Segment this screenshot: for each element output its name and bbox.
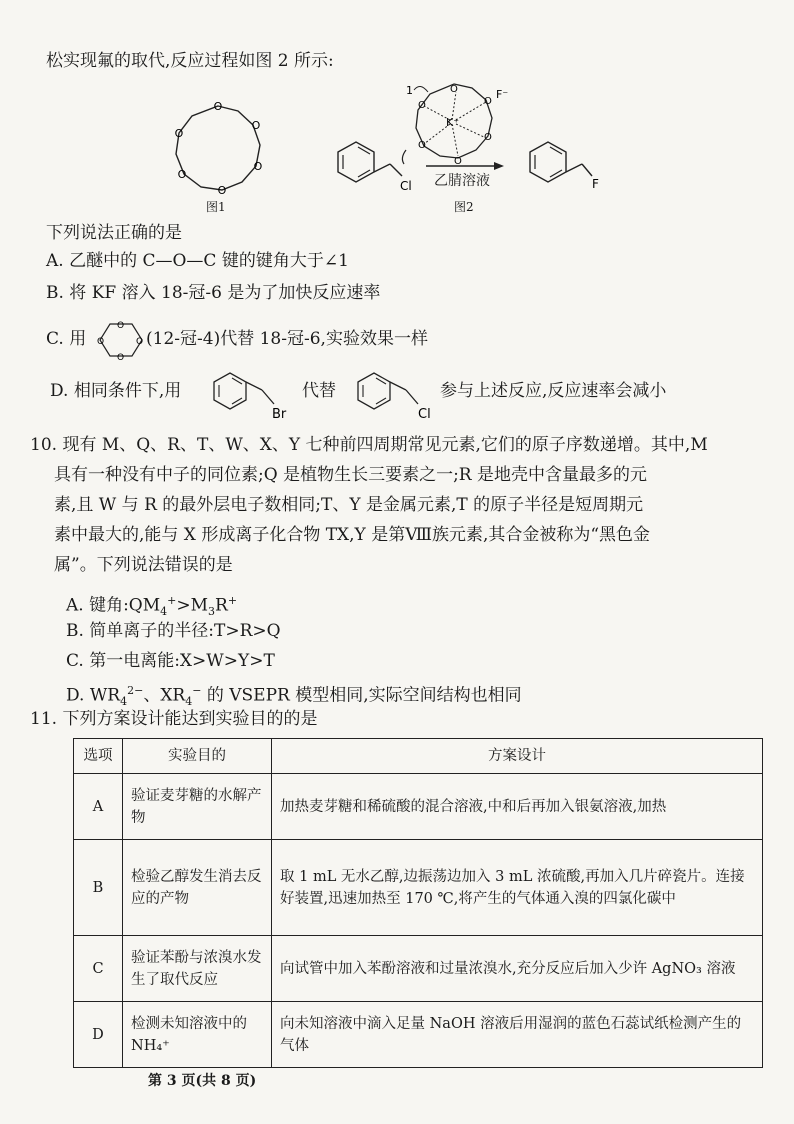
q9-option-a: A. 乙醚中的 C—O—C 键的键角大于∠1: [46, 251, 349, 271]
svg-text:O: O: [117, 353, 125, 362]
table-row: [74, 936, 763, 1002]
chlorine-small-label: Cl: [418, 407, 431, 420]
row-goal: 验证苯酚与浓溴水发生了取代反应: [123, 936, 272, 1002]
row-option: B: [74, 840, 123, 936]
figure1-caption: 图1: [206, 200, 226, 214]
svg-text:O: O: [484, 96, 492, 107]
header-option: 选项: [74, 739, 123, 774]
table-row: [74, 1002, 763, 1068]
row-goal: 检测未知溶液中的 NH₄⁺: [123, 1002, 272, 1068]
fluorine-label: F: [592, 177, 599, 191]
q9-option-d-suffix: 参与上述反应,反应速率会减小: [440, 381, 667, 401]
oxygen-label: O: [251, 119, 261, 132]
fluoride-label: F⁻: [496, 88, 509, 101]
q10-line-4: 素中最大的,能与 X 形成离子化合物 TX,Y 是第Ⅷ族元素,其合金被称为“黑色金: [54, 525, 651, 545]
table-row: [74, 774, 763, 840]
svg-text:O: O: [450, 84, 458, 95]
q11-stem: 11. 下列方案设计能达到实验目的的是: [30, 709, 318, 729]
q10-option-c: C. 第一电离能:X>W>Y>T: [66, 651, 275, 671]
q10-option-d: D. $WR_4^{2-}$、$XR_4^-$ 的 VSEPR 模型相同,实际空间结构也相同: [66, 684, 522, 709]
svg-text:O: O: [484, 132, 492, 143]
oxygen-label: O: [174, 127, 184, 140]
figure2-caption: 图2: [454, 200, 474, 214]
benzyl-chloride-small-structure: [350, 370, 436, 420]
header-goal: 实验目的: [123, 739, 272, 774]
experiment-plan-table: [73, 738, 763, 1068]
q10-line-2: 具有一种没有中子的同位素;Q 是植物生长三要素之一;R 是地壳中含量最多的元: [54, 465, 647, 485]
header-plan: 方案设计: [272, 739, 763, 774]
oxygen-label: O: [253, 160, 263, 173]
benzyl-bromide-structure: [206, 370, 292, 420]
q9-option-d-prefix: D. 相同条件下,用: [50, 381, 182, 401]
row-option: C: [74, 936, 123, 1002]
row-option: A: [74, 774, 123, 840]
svg-text:O: O: [454, 156, 462, 167]
row-plan: 取 1 mL 无水乙醇,边振荡边加入 3 mL 浓硫酸,再加入几片碎瓷片。连接好装置,迅速加热至 170 ℃,将产生的气体通入溴的四氯化碳中: [272, 840, 763, 936]
row-plan: 加热麦芽糖和稀硫酸的混合溶液,中和后再加入银氨溶液,加热: [272, 774, 763, 840]
chlorine-label: Cl: [400, 179, 412, 193]
q9-option-b: B. 将 KF 溶入 18-冠-6 是为了加快反应速率: [46, 283, 381, 303]
figure1-oxygen-labels: [175, 100, 263, 197]
row-goal: 验证麦芽糖的水解产物: [123, 774, 272, 840]
oxygen-label: O: [213, 100, 223, 113]
table-row: [74, 840, 763, 936]
arrow-label: 乙腈溶液: [434, 173, 490, 189]
angle-label: 1: [406, 84, 413, 97]
oxygen-label: O: [177, 168, 187, 181]
svg-text:O: O: [418, 100, 426, 111]
q9-option-c-suffix: (12-冠-4)代替 18-冠-6,实验效果一样: [146, 329, 428, 349]
q10-line-1: 10. 现有 M、Q、R、T、W、X、Y 七种前四周期常见元素,它们的原子序数递增。其中,M: [30, 435, 708, 455]
q9-option-c-prefix: C. 用: [46, 329, 87, 349]
page-footer: 第 3 页(共 8 页): [148, 1073, 257, 1089]
crown-ether-kf-complex: [404, 78, 514, 168]
oxygen-label: O: [217, 184, 227, 197]
svg-text:O: O: [418, 140, 426, 151]
svg-text:O: O: [117, 321, 125, 331]
q10-line-3: 素,且 W 与 R 的最外层电子数相同;T、Y 是金属元素,T 的原子半径是短周期元: [54, 495, 644, 515]
q10-option-b: B. 简单离子的半径:T>R>Q: [66, 621, 281, 641]
benzyl-fluoride-structure: [520, 138, 610, 194]
q9-option-d-middle: 代替: [302, 381, 336, 401]
potassium-label: K⁺: [446, 116, 460, 129]
row-plan: 向未知溶液中滴入足量 NaOH 溶液后用湿润的蓝色石蕊试纸检测产生的气体: [272, 1002, 763, 1068]
row-plan: 向试管中加入苯酚溶液和过量浓溴水,充分反应后加入少许 AgNO₃ 溶液: [272, 936, 763, 1002]
row-option: D: [74, 1002, 123, 1068]
figure1-crown-ether: [168, 98, 268, 198]
q10-line-5: 属”。下列说法错误的是: [54, 555, 233, 575]
svg-text:O: O: [97, 337, 105, 347]
row-goal: 检验乙醇发生消去反应的产物: [123, 840, 272, 936]
q10-option-a: A. 键角$:QM_4^+>M_3R^+$: [66, 594, 238, 619]
bromine-label: Br: [272, 407, 287, 420]
table-header-row: [74, 739, 763, 774]
svg-text:O: O: [136, 337, 144, 347]
intro-text: 松实现氟的取代,反应过程如图 2 所示:: [46, 51, 334, 71]
twelve-crown-4-structure: [96, 318, 146, 362]
q9-stem: 下列说法正确的是: [46, 223, 182, 243]
